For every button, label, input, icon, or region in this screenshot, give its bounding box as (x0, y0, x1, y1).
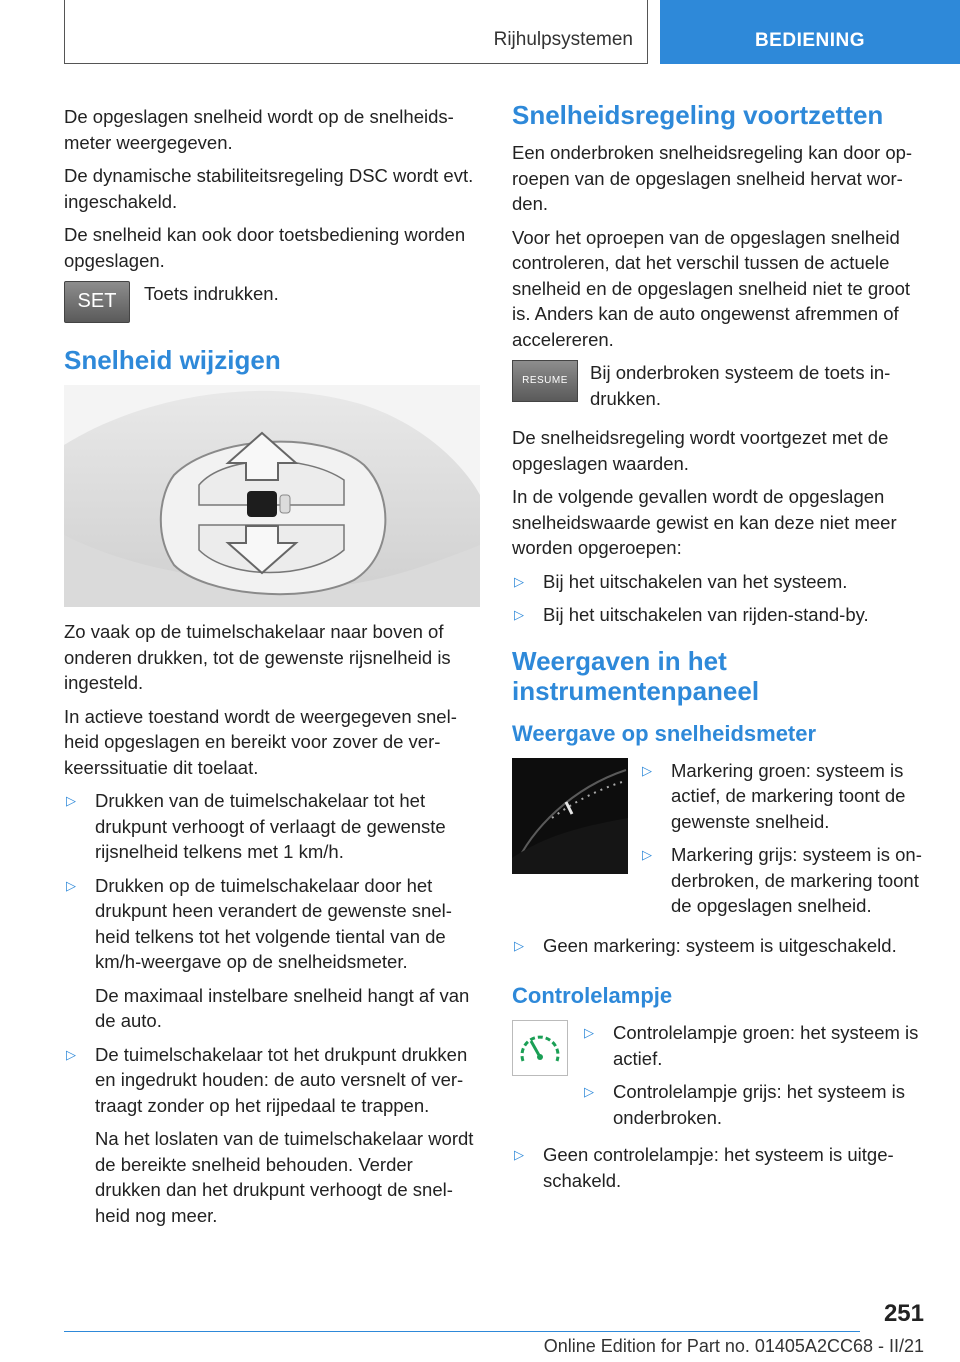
paragraph: De dynamische stabiliteitsregeling DSC wordt evt. ingeschakeld. (64, 165, 474, 212)
bullet-triangle-icon: ▷ (66, 1046, 76, 1062)
heading-speed-change: Snelheid wijzigen (64, 345, 281, 375)
paragraph: In de volgende gevallen wordt de opgeslagen snelheidswaarde gewist en kan deze niet meer worden opgeroepen: (512, 486, 897, 558)
list-item (640, 758, 928, 835)
page-number: 251 (883, 1300, 924, 1327)
list-item-text: De tuimelschakelaar tot het drukpunt drukken en ingedrukt houden: de auto versnelt of vertraagt zonder op het rijpedaal te trappen. (95, 1043, 468, 1116)
header-section (64, 0, 648, 64)
paragraph: De opgeslagen snelheid wordt op de snelheidsmeter weergegeven. (64, 106, 454, 153)
list-item-subtext: De maximaal instelbare snelheid hangt af van de auto. (95, 984, 470, 1031)
list-item (512, 602, 928, 628)
bullet-triangle-icon: ▷ (66, 877, 76, 893)
list-item-text: Markering grijs: systeem is onderbroken, de markering toont de opgeslagen snelheid. (671, 844, 922, 916)
paragraph: Voor het oproepen van de opgeslagen snelheid controleren, dat het verschil tussen de actuele snelheid en de opgeslagen snelheid niet te groot is. Anders kan de auto ongewenst afremmen of accelereren. (512, 226, 911, 350)
speedometer-marking-image (512, 758, 628, 874)
heading-control-lamp: Controlelampje (512, 983, 673, 1008)
list-item (582, 1079, 928, 1130)
left-column (64, 104, 480, 1236)
list-item-text: Drukken op de tuimelschakelaar door het drukpunt heen verandert de gewenste snelheid telkens tot het volgende tiental van de km/h-weergave op de snelheidsmeter. (95, 874, 452, 972)
list-item (64, 788, 480, 865)
paragraph: Zo vaak op de tuimelschakelaar naar boven of onderen drukken, tot de gewenste rijsnelheid is ingesteld. (64, 621, 451, 693)
list-item (512, 569, 928, 595)
heading-continue: Snelheidsregeling voortzetten (512, 100, 884, 130)
header-chapter-title: BEDIENING (754, 30, 866, 51)
right-column (512, 100, 928, 1201)
set-key-row (64, 281, 480, 323)
bullet-triangle-icon: ▷ (514, 607, 524, 622)
resume-key-icon: RESUME (512, 360, 578, 402)
list-item-text: Markering groen: systeem is actief, de markering toont de gewenste snelheid. (671, 759, 906, 832)
list-item (640, 842, 928, 919)
header-chapter-tab[interactable] (660, 0, 960, 64)
header-section-title: Rijhulpsystemen (493, 29, 633, 50)
speedometer-row (512, 758, 928, 927)
list-item-text: Bij het uitschakelen van rijden-stand-by. (543, 604, 869, 625)
bullet-triangle-icon: ▷ (514, 1147, 524, 1162)
list-item (64, 1042, 480, 1229)
bullet-triangle-icon: ▷ (584, 1025, 594, 1040)
list-item (64, 873, 480, 1034)
cruise-control-lamp-icon (512, 1020, 568, 1076)
set-key-text: Toets indrukken. (144, 283, 279, 304)
resume-key-text: Bij onderbroken systeem de toets indrukken. (590, 362, 891, 409)
bullet-triangle-icon: ▷ (642, 847, 652, 862)
list-item-text: Drukken van de tuimelschakelaar tot het drukpunt verhoogt of verlaagt de gewenste rijsnelheid telkens met 1 km/h. (95, 790, 446, 862)
bullet-triangle-icon: ▷ (514, 573, 524, 589)
paragraph: In actieve toestand wordt de weergegeven snelheid opgeslagen en bereikt voor zover de verkeerssituatie dit toelaat. (64, 705, 457, 778)
bullet-triangle-icon: ▷ (66, 793, 76, 808)
list-item (582, 1020, 928, 1071)
heading-speedometer: Weergave op snelheidsmeter (512, 720, 817, 746)
list-item-text: Bij het uitschakelen van het systeem. (543, 570, 848, 592)
footer-divider (64, 1331, 860, 1332)
list-item (512, 1142, 928, 1193)
list-item (512, 933, 928, 959)
list-item-subtext: Na het loslaten van de tuimelschakelaar wordt de bereikte snelheid behouden. Verder drukken dan het drukpunt verhoogt de snelheid nog meer. (95, 1128, 474, 1226)
list-item-text: Geen markering: systeem is uitgeschakeld. (543, 934, 897, 956)
list-item-text: Controlelampje groen: het systeem is actief. (613, 1022, 919, 1069)
set-key-icon: SET (64, 281, 130, 323)
paragraph: Een onderbroken snelheidsregeling kan door oproepen van de opgeslagen snelheid hervat worden. (512, 142, 913, 214)
steering-wheel-rocker-switch-image (64, 385, 480, 607)
list-item-text: Controlelampje grijs: het systeem is onderbroken. (613, 1081, 905, 1128)
edition-text: Online Edition for Part no. 01405A2CC68 - II/21 (543, 1336, 924, 1356)
paragraph: De snelheid kan ook door toetsbediening worden opgeslagen. (64, 224, 466, 271)
heading-displays: Weergaven in het instrumentenpaneel (512, 645, 760, 706)
resume-key-row (512, 360, 928, 411)
paragraph: De snelheidsregeling wordt voortgezet met de opgeslagen waarden. (512, 427, 889, 474)
list-item-text: Geen controlelampje: het systeem is uitgeschakeld. (543, 1144, 894, 1191)
bullet-triangle-icon: ▷ (514, 937, 524, 953)
bullet-triangle-icon: ▷ (584, 1084, 594, 1099)
bullet-triangle-icon: ▷ (642, 762, 652, 778)
control-lamp-row (512, 1020, 928, 1138)
